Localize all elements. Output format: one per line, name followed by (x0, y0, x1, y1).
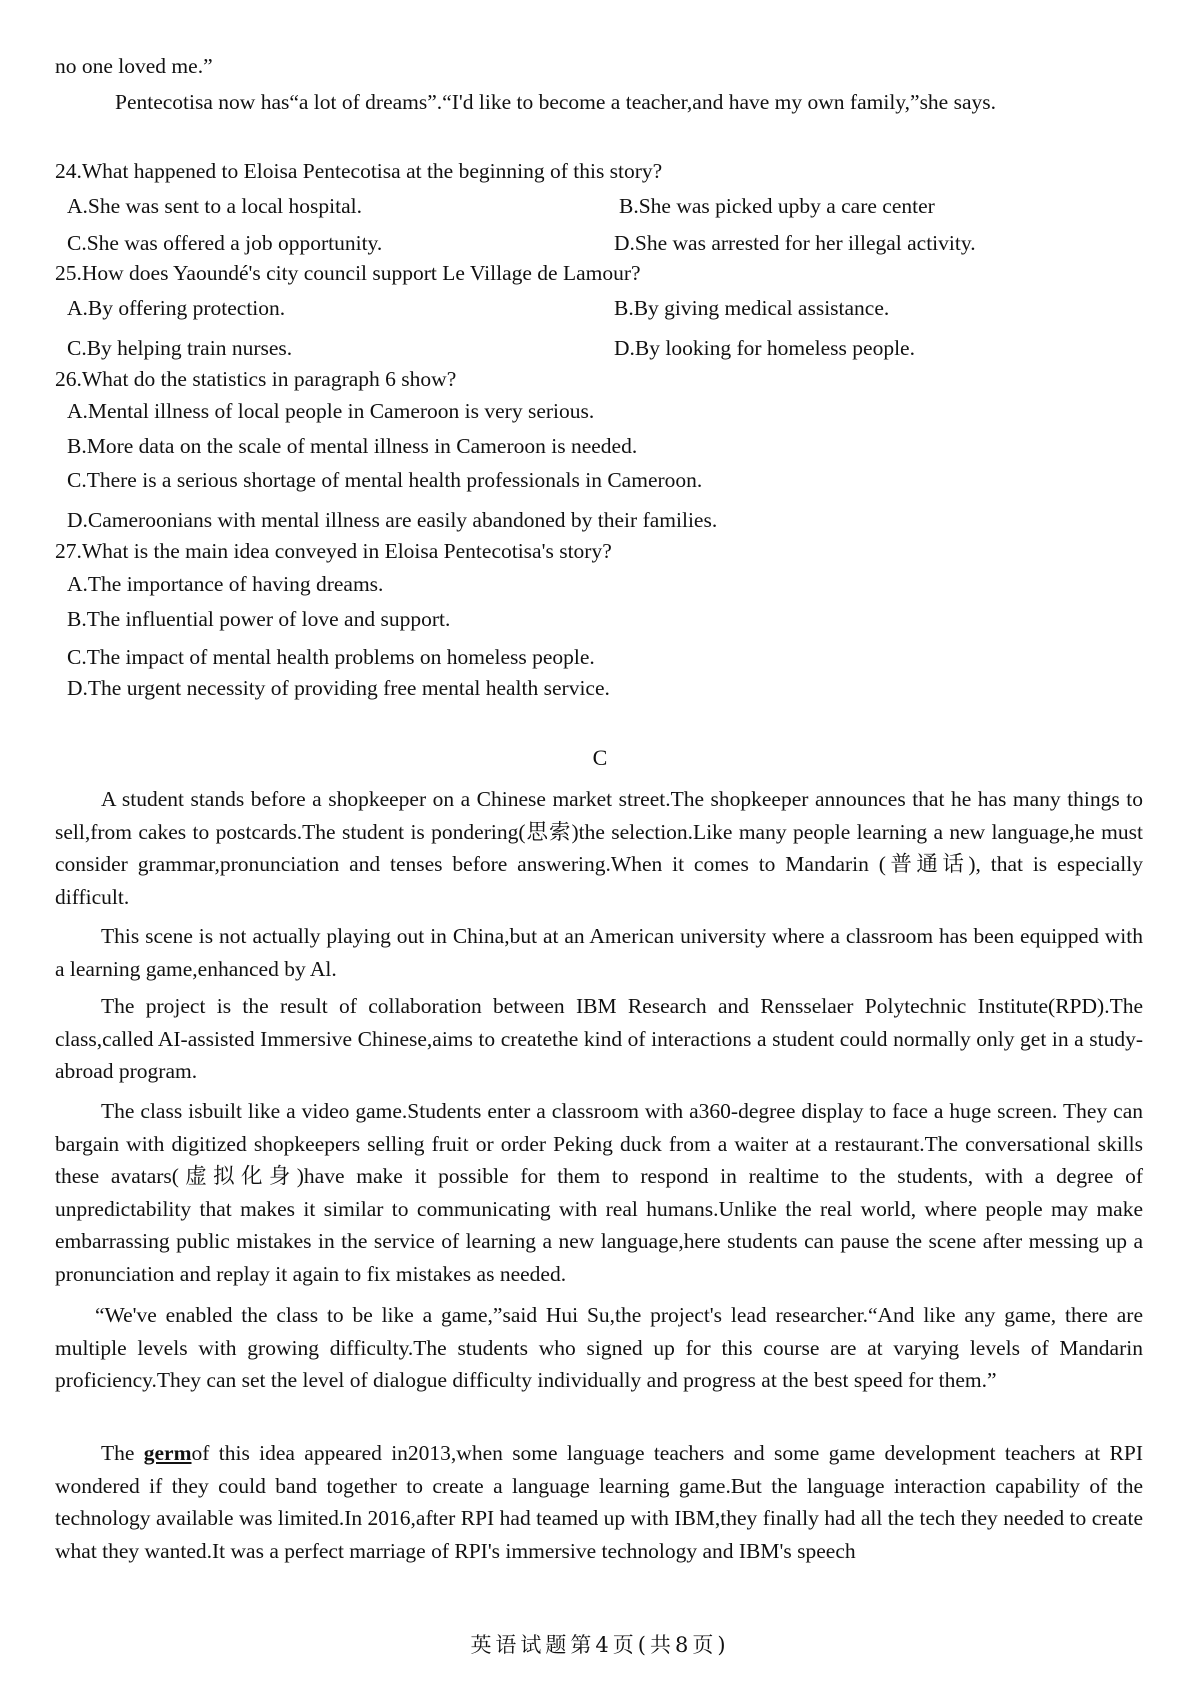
question-24-option-b: B.She was picked upby a care center (619, 194, 935, 218)
section-c-paragraph-3: The project is the result of collaboration between IBM Research and Rensselaer Polytechnic Institute(RPD).The class,called AI-assisted Immersive Chinese,aims to createthe kind of interactions a student could normally only get in a study-abroad program. (55, 994, 1143, 1083)
section-c-paragraph-2: This scene is not actually playing out in China,but at an American university where a classroom has been equipped with a learning game,enhanced by Al. (55, 924, 1143, 981)
page-footer: 英语试题第4页(共8页) (470, 1633, 730, 1657)
question-26-option-a: A.Mental illness of local people in Cameroon is very serious. (67, 399, 595, 423)
question-25-option-c: C.By helping train nurses. (67, 336, 293, 360)
paragraph-6-lead: The (101, 1441, 144, 1465)
story-closing-line: no one loved me.” (55, 54, 213, 78)
story-final-sentence: Pentecotisa now has“a lot of dreams”.“I'd like to become a teacher,and have my own family,”she says. (115, 90, 997, 114)
question-26-option-d: D.Cameroonians with mental illness are easily abandoned by their families. (67, 508, 718, 532)
section-c-paragraph-5: “We've enabled the class to be like a game,”said Hui Su,the project's lead researcher.“And like any game, there are multiple levels with growing difficulty.The students who signed up for this course are at varying levels of Mandarin proficiency.They can set the level of dialogue difficulty individually and progress at the best speed for them.” (55, 1303, 1143, 1392)
underlined-word-germ: germ (143, 1441, 192, 1465)
question-24-option-a: A.She was sent to a local hospital. (67, 194, 362, 218)
question-27-option-b: B.The influential power of love and support. (67, 607, 451, 631)
question-26-option-b: B.More data on the scale of mental illness in Cameroon is needed. (67, 434, 638, 458)
question-25-option-a: A.By offering protection. (67, 296, 286, 320)
section-c-paragraph-6 (55, 1437, 1143, 1567)
section-c-paragraph-1: A student stands before a shopkeeper on a Chinese market street.The shopkeeper announces that he has many things to sell,from cakes to postcards.The student is pondering(思索)the selection.Like many people learning a new language,he must consider grammar,pronunciation and tenses before answering.When it comes to Mandarin (普通话), that is especially difficult. (55, 787, 1143, 909)
question-27-option-a: A.The importance of having dreams. (67, 572, 384, 596)
question-24-stem: 24.What happened to Eloisa Pentecotisa at the beginning of this story? (55, 159, 663, 183)
paragraph-6-body: of this idea appeared in2013,when some language teachers and some game development teachers at RPI wondered if they could band together to create a language learning game.But the language interaction capability of the technology available was limited.In 2016,after RPI had teamed up with IBM,they finally had all the tech they needed to create what they wanted.It was a perfect marriage of RPI's immersive technology and IBM's speech (55, 1441, 1143, 1563)
question-26-stem: 26.What do the statistics in paragraph 6 show? (55, 367, 457, 391)
question-27-option-c: C.The impact of mental health problems on homeless people. (67, 645, 595, 669)
question-27-option-d: D.The urgent necessity of providing free mental health service. (67, 676, 610, 700)
section-c-heading: C (592, 745, 608, 770)
section-c-paragraph-4: The class isbuilt like a video game.Students enter a classroom with a360-degree display to face a huge screen. They can bargain with digitized shopkeepers selling fruit or order Peking duck from a waiter at a restaurant.The conversational skills these avatars(虚拟化身)have make it possible for them to respond in realtime to the students, with a degree of unpredictability that makes it similar to communicating with real humans.Unlike the real world, where people may make embarrassing public mistakes in the service of learning a new language,here students can pause the scene after messing up a pronunciation and replay it again to fix mistakes as needed. (55, 1099, 1143, 1286)
question-27-stem: 27.What is the main idea conveyed in Eloisa Pentecotisa's story? (55, 539, 612, 563)
question-25-option-b: B.By giving medical assistance. (614, 296, 890, 320)
question-25-option-d: D.By looking for homeless people. (614, 336, 915, 360)
question-26-option-c: C.There is a serious shortage of mental health professionals in Cameroon. (67, 468, 703, 492)
question-25-stem: 25.How does Yaoundé's city council support Le Village de Lamour? (55, 261, 641, 285)
question-24-option-c: C.She was offered a job opportunity. (67, 231, 383, 255)
question-24-option-d: D.She was arrested for her illegal activity. (614, 231, 976, 255)
